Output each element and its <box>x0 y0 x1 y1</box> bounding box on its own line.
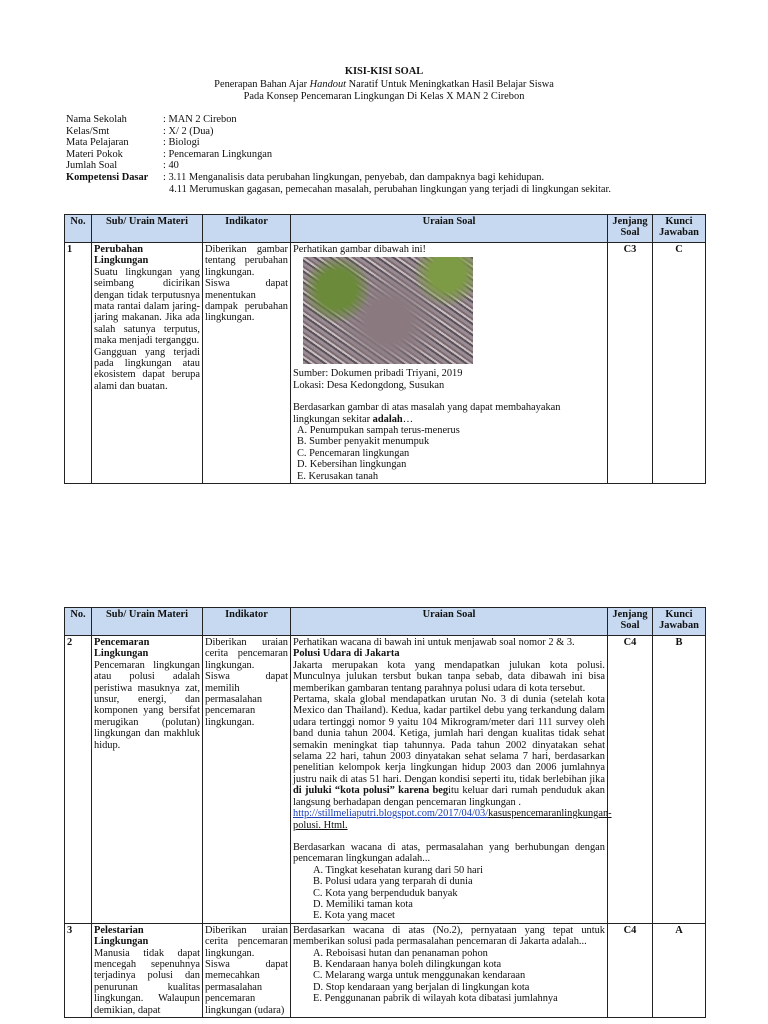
option: E. Kerusakan tanah <box>297 470 379 482</box>
question-text: Berdasarkan wacana di atas, permasalahan yang berhubungan dengan pencemaran lingkungan adalah... <box>293 841 605 865</box>
option: B. Kendaraan hanya boleh dilingkungan kota <box>313 958 502 970</box>
option: B. Sumber penyakit menumpuk <box>297 436 430 448</box>
jenjang-value: C4 <box>623 924 637 936</box>
passage-paragraph: Jakarta merupakan kota yang mendapatkan julukan kota polusi. Munculnya julukan tersbut bukan tanpa sebab, data dibawah ini bisa memberikan gambaran tentang parahnya polusi udara di kota tersebut. <box>293 659 605 694</box>
option: E. Kota yang macet <box>313 910 395 922</box>
option: C. Melarang warga untuk menggunakan kendaraan <box>313 970 526 982</box>
document-subtitle <box>0 79 768 90</box>
info-row <box>66 114 611 126</box>
question-intro: Perhatikan wacana di bawah ini untuk menjawab soal nomor 2 & 3. <box>293 637 575 648</box>
garbage-photo <box>303 257 473 364</box>
options-list <box>293 425 605 482</box>
col-jenjang: Jenjang Soal <box>608 608 653 636</box>
option: C. Kota yang berpenduduk banyak <box>313 887 458 899</box>
option: A. Reboisasi hutan dan penanaman pohon <box>313 947 488 959</box>
option: A. Tingkat kesehatan kurang dari 50 hari <box>313 864 483 876</box>
info-label: Mata Pelajaran <box>66 137 129 149</box>
indikator-text: Siswa dapat memilih permasalahan pencemaran lingkungan. <box>205 671 288 728</box>
option: D. Memiliki taman kota <box>313 898 413 910</box>
materi-text: Manusia tidak dapat mencegah sepenuhnya terjadinya polusi dan penurunan kualitas lingkungan. Walaupun demikian, dapat <box>94 947 200 1016</box>
info-value: : 40 <box>163 160 179 172</box>
table-header-row <box>65 215 706 243</box>
options-list <box>293 948 605 1005</box>
indikator-text: Siswa dapat memecahkan permasalahan pencemaran lingkungan (udara) <box>205 958 288 1016</box>
row-number: 2 <box>67 637 73 648</box>
col-kunci: Kunci Jawaban <box>653 608 706 636</box>
kunci-value: B <box>675 637 683 648</box>
option: B. Polusi udara yang terparah di dunia <box>313 876 473 888</box>
materi-text: Pencemaran lingkungan atau polusi adalah peristiwa masuknya zat, unsur, energi, dan komponen yang bersifat merugikan (polutan) lingkungan dan makhluk hidup. <box>94 659 200 751</box>
kisi-table-1 <box>64 214 706 484</box>
indikator-text: Diberikan gambar tentang perubahan lingkungan. <box>205 244 288 278</box>
info-value: : MAN 2 Cirebon <box>163 114 237 125</box>
subtitle-text: Penerapan Bahan Ajar <box>214 79 310 90</box>
indikator-text: Diberikan uraian cerita pencemaran lingkungan. <box>205 924 288 959</box>
jenjang-value: C4 <box>623 637 637 648</box>
question-part: adalah <box>372 413 403 425</box>
col-materi: Sub/ Urain Materi <box>92 215 203 243</box>
info-label: Materi Pokok <box>66 148 123 160</box>
kompetensi-dasar-2: 4.11 Merumuskan gagasan, pemecahan masalah, perubahan lingkungan yang terjadi di lingkungan sekitar. <box>169 183 611 195</box>
info-row <box>66 160 611 172</box>
info-label: Kelas/Smt <box>66 125 110 137</box>
col-no: No. <box>65 608 92 636</box>
subtitle-italic: Handout <box>309 79 347 90</box>
materi-title: Pencemaran Lingkungan <box>94 637 150 660</box>
option: D. Stop kendaraan yang berjalan di lingkungan kota <box>313 981 530 993</box>
col-no: No. <box>65 215 92 243</box>
option: D. Kebersihan lingkungan <box>297 459 407 471</box>
info-row <box>66 126 611 138</box>
info-value: : Biologi <box>163 137 200 149</box>
passage-part: Pertama, skala global mendapatkan urutan No. 3 di dunia (setelah kota Mexico dan Thailand). Kedua, kadar partikel debu yang terkandung dalam udara tertinggi nomor 9 yaitu 104 Mikrogram/meter dari 111 survey oleh band dunia tahun 2004. Ketiga, jumlah hari dengan kualitas tidak sehat semakin meningkat tiap tahunnya. Pada tahun 2002 dinyatakan sehat selama 22 hari, tahun 2003 dinyatakan sehat selama 7 hari, berdasarkan penelitian kelompok kerja lingkungan hidup 2003 dan 2006 jumlahnya justru naik di atas 51 hari. Dengan kondisi seperti itu, tidak berlebihan jika <box>293 694 605 785</box>
materi-text: Suatu lingkungan yang seimbang dicirikan dengan tidak terputusnya mata rantai dalam jaring-jaring makanan. Jika ada salah satunya terputus, maka menjadi terganggu. <box>94 266 200 347</box>
info-value: : Pencemaran Lingkungan <box>163 148 273 160</box>
info-row <box>66 149 611 161</box>
info-label: Jumlah Soal <box>66 160 118 172</box>
options-list <box>293 865 605 922</box>
kunci-value: C <box>675 244 683 255</box>
passage-part: itu keluar dari rumah penduduk akan langsung berhadapan dengan pencemaran lingkungan . <box>293 785 606 808</box>
passage-paragraph <box>293 694 605 808</box>
subtitle-text: Naratif Untuk Meningkatkan Hasil Belajar Siswa <box>346 79 554 90</box>
document-title: KISI-KISI SOAL <box>344 66 424 77</box>
jenjang-value: C3 <box>623 244 637 255</box>
question-intro: Perhatikan gambar dibawah ini! <box>293 244 427 255</box>
indikator-text: Diberikan uraian cerita pencemaran lingkungan. <box>205 637 288 671</box>
info-row <box>66 172 611 184</box>
kunci-value: A <box>675 924 683 936</box>
kisi-table-2 <box>64 607 706 1018</box>
passage-part: di juluki “kota polusi” karena beg <box>293 785 449 797</box>
row-number: 1 <box>67 244 73 255</box>
identity-block <box>66 114 611 195</box>
question-part: … <box>402 413 414 425</box>
col-kunci: Kunci Jawaban <box>653 215 706 243</box>
option: E. Penggunanan pabrik di wilayah kota dibatasi jumlahnya <box>313 993 558 1005</box>
materi-text: Gangguan yang terjadi pada lingkungan atau ekosistem dapat berupa alami dan buatan. <box>94 346 200 392</box>
col-jenjang: Jenjang Soal <box>608 215 653 243</box>
question-part: Berdasarkan gambar di atas masalah yang dapat membahayakan lingkungan sekitar <box>293 402 561 425</box>
table-row <box>65 243 706 484</box>
option: A. Penumpukan sampah terus-menerus <box>297 425 460 437</box>
option: C. Pencemaran lingkungan <box>297 447 410 459</box>
col-uraian: Uraian Soal <box>291 215 608 243</box>
info-row <box>66 137 611 149</box>
info-label: Kompetensi Dasar <box>66 171 149 183</box>
info-value: : X/ 2 (Dua) <box>163 125 214 137</box>
table-row <box>65 636 706 924</box>
col-indikator: Indikator <box>203 608 291 636</box>
source-link-rest: kasuspencemaranlingkungan-polusi. Html. <box>293 808 612 831</box>
photo-source: Sumber: Dokumen pribadi Triyani, 2019 <box>293 368 463 380</box>
passage-title: Polusi Udara di Jakarta <box>293 648 400 660</box>
table-header-row <box>65 608 706 636</box>
col-uraian: Uraian Soal <box>291 608 608 636</box>
source-link-line <box>293 808 612 831</box>
question-text <box>293 402 605 425</box>
materi-title: Perubahan Lingkungan <box>94 244 149 267</box>
document-subtitle-2: Pada Konsep Pencemaran Lingkungan Di Kelas X MAN 2 Cirebon <box>243 91 525 102</box>
col-materi: Sub/ Urain Materi <box>92 608 203 636</box>
info-label: Nama Sekolah <box>66 114 127 125</box>
question-text: Berdasarkan wacana di atas (No.2), pernyataan yang tepat untuk memberikan solusi pada permasalahan pencemaran di Jakarta adalah... <box>293 924 605 948</box>
info-value: : 3.11 Menganalisis data perubahan lingkungan, penyebab, dan dampaknya bagi kehidupan. <box>163 171 545 183</box>
photo-location: Lokasi: Desa Kedongdong, Susukan <box>293 379 445 391</box>
indikator-text: Siswa dapat menentukan dampak perubahan lingkungan. <box>205 278 288 324</box>
materi-title: Pelestarian Lingkungan <box>94 924 149 948</box>
row-number: 3 <box>67 924 73 936</box>
table-row <box>65 923 706 1017</box>
source-link[interactable]: http://stillmeliaputri.blogspot.com/2017/04/03/ <box>293 808 489 820</box>
col-indikator: Indikator <box>203 215 291 243</box>
